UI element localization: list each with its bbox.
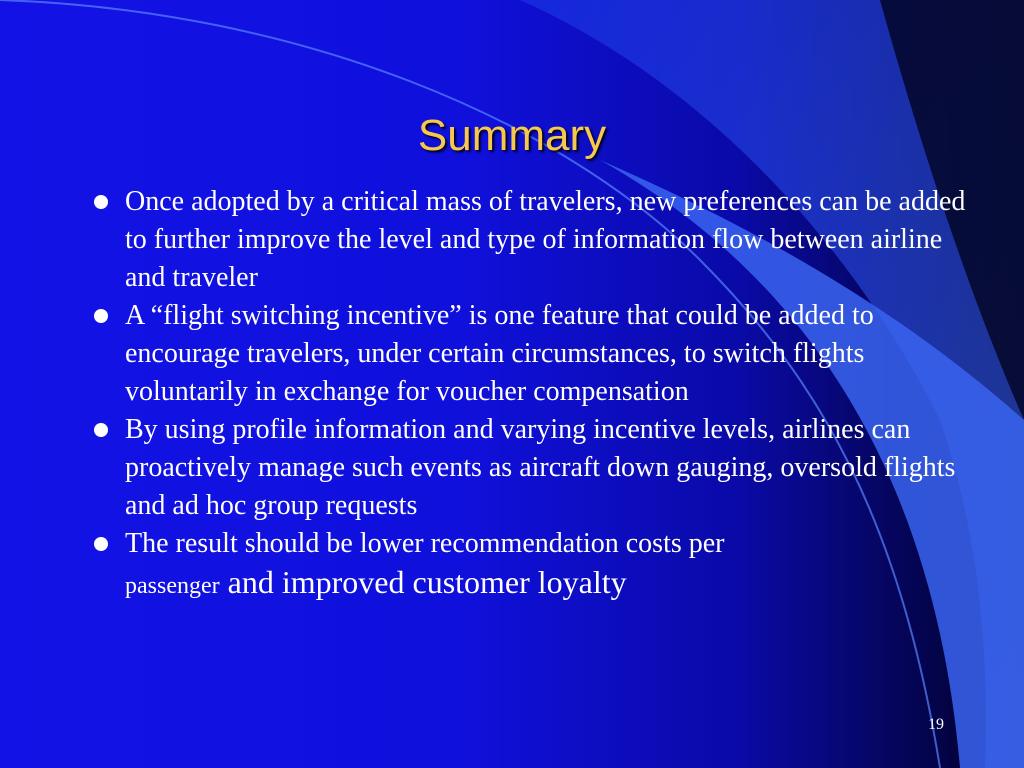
bullet-dot-icon [94, 309, 108, 323]
bullet-text-part2: passenger [125, 573, 220, 599]
bullet-text-part1: The result should be lower recommendation costs per [125, 528, 725, 559]
bullet-item [90, 183, 970, 297]
bullet-item [90, 411, 970, 525]
bullet-dot-icon [94, 423, 108, 437]
slide-title: Summary [417, 111, 607, 160]
bullet-dot-icon [94, 195, 108, 209]
page-number: 19 [928, 716, 944, 733]
bullet-text-part3: and improved customer loyalty [219, 564, 627, 600]
bullet-dot-icon [94, 537, 108, 551]
bullet-text: Once adopted by a critical mass of travelers, new preferences can be added to further improve the level and type of information flow between airline and traveler [125, 186, 966, 293]
bullet-list [90, 183, 970, 605]
bullet-text: A “flight switching incentive” is one feature that could be added to encourage travelers, under certain circumstances, to switch flights voluntarily in exchange for voucher compensation [125, 300, 874, 407]
bullet-text: By using profile information and varying incentive levels, airlines can proactively manage such events as aircraft down gauging, oversold flights and ad hoc group requests [125, 414, 956, 521]
bullet-item [90, 525, 970, 605]
bullet-item [90, 297, 970, 411]
